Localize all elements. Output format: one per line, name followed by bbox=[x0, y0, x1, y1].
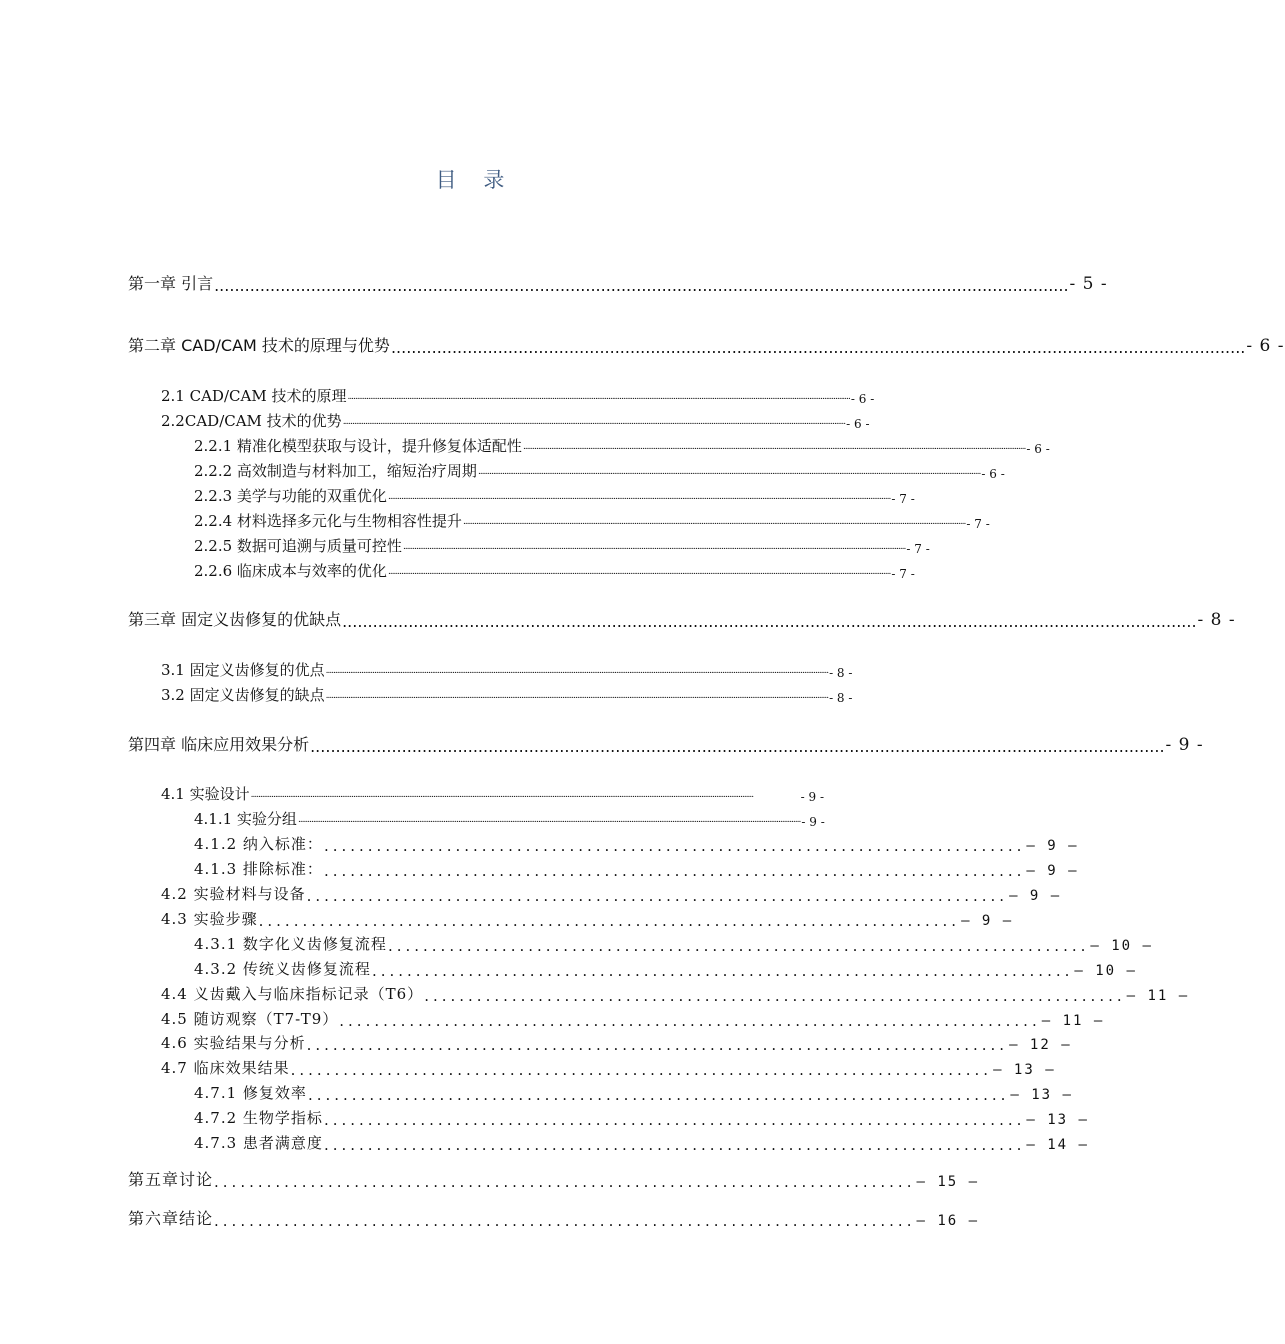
toc-entry-page: – 9 – bbox=[1009, 888, 1062, 904]
toc-leader: ................................................................................ bbox=[290, 1061, 993, 1079]
toc-entry-page: – 9 – bbox=[961, 913, 1014, 929]
toc-entry-label: 4.3.1 数字化义齿修复流程 bbox=[194, 935, 387, 953]
toc-entry[interactable] bbox=[0, 505, 990, 531]
toc-entry-label: 第一章 引言 bbox=[128, 274, 214, 293]
toc-entry[interactable] bbox=[0, 430, 1050, 456]
toc-entry-label: 2.2.6 临床成本与效率的优化 bbox=[194, 562, 387, 580]
toc-entry[interactable] bbox=[0, 1102, 1089, 1129]
toc-entry-label: 4.5 随访观察（T7-T9） bbox=[161, 1010, 339, 1028]
toc-entry[interactable] bbox=[0, 455, 1005, 481]
toc-leader: .............................................................................................................................................................................................................................................................................. bbox=[347, 392, 850, 402]
toc-entry-page: – 13 – bbox=[1010, 1087, 1073, 1103]
toc-entry-page: – 10 – bbox=[1074, 963, 1137, 979]
toc-leader: .............................................................................................................................................................................................................................................................................. bbox=[402, 542, 906, 552]
toc-entry-page: - 6 - bbox=[846, 417, 870, 431]
toc-leader: .............................................................................................................................................................................................................................................................................. bbox=[342, 417, 846, 427]
toc-entry[interactable] bbox=[0, 1203, 980, 1230]
toc-entry-label: 4.4 义齿戴入与临床指标记录（T6） bbox=[161, 985, 424, 1003]
toc-leader: ................................................................................ bbox=[214, 1212, 916, 1230]
toc-entry-label: 第三章 固定义齿修复的优缺点 bbox=[128, 610, 342, 629]
toc-leader: ................................................................................ bbox=[307, 1086, 1010, 1104]
toc-leader: .............................................................................................................................................................................................................................................................................. bbox=[522, 442, 1026, 452]
toc-entry-label: 4.7 临床效果结果 bbox=[161, 1059, 290, 1077]
toc-entry[interactable] bbox=[0, 530, 950, 556]
toc-leader: .............................................................................................................................................................................................................................................................................. bbox=[325, 666, 829, 676]
toc-entry-label: 第四章 临床应用效果分析 bbox=[128, 735, 310, 754]
toc-entry[interactable] bbox=[0, 380, 950, 406]
toc-entry[interactable] bbox=[0, 978, 1190, 1005]
toc-entry-label: 3.1 固定义齿修复的优点 bbox=[161, 661, 325, 679]
toc-entry[interactable] bbox=[0, 729, 1204, 756]
toc-entry[interactable] bbox=[0, 778, 950, 804]
toc-entry-page: – 12 – bbox=[1009, 1037, 1072, 1053]
toc-entry-label: 2.2.5 数据可追溯与质量可控性 bbox=[194, 537, 402, 555]
toc-entry-page: – 13 – bbox=[993, 1062, 1056, 1078]
page-title: 目 录 bbox=[435, 168, 515, 192]
toc-entry-label: 4.7.1 修复效率 bbox=[194, 1084, 307, 1102]
toc-entry-page: - 7 - bbox=[891, 567, 915, 581]
toc-entry-page: – 11 – bbox=[1041, 1013, 1105, 1029]
toc-entry-page: – 9 – bbox=[1026, 838, 1079, 854]
toc-entry[interactable] bbox=[0, 853, 1079, 880]
toc-entry-label: 4.7.2 生物学指标 bbox=[194, 1109, 323, 1127]
toc-entry-page: – 11 – bbox=[1126, 988, 1190, 1004]
toc-leader: .............................................................................................................................................................................................................................................................................. bbox=[477, 467, 981, 477]
toc-entry[interactable] bbox=[0, 480, 950, 506]
toc-entry[interactable] bbox=[0, 828, 1079, 855]
toc-entry-page: - 6 - bbox=[1026, 442, 1050, 456]
toc-entry[interactable] bbox=[0, 803, 950, 829]
toc-leader: ................................................................................ bbox=[323, 1136, 1026, 1154]
toc-leader: ................................................................................ bbox=[214, 1173, 916, 1191]
toc-entry-label: 4.6 实验结果与分析 bbox=[161, 1034, 306, 1052]
toc-leader: ................................................................................ bbox=[306, 887, 1009, 905]
toc-entry[interactable] bbox=[0, 928, 1153, 955]
toc-leader: ................................................................................ bbox=[323, 862, 1026, 880]
toc-leader: ........................................................................................................................................................................ bbox=[390, 338, 1246, 357]
toc-entry[interactable] bbox=[0, 679, 950, 705]
toc-entry-page: - 5 - bbox=[1069, 274, 1108, 294]
toc-entry-label: 4.1.3 排除标准： bbox=[194, 860, 323, 878]
toc-entry-label: 4.7.3 患者满意度 bbox=[194, 1134, 323, 1152]
toc-entry-label: 2.2.2 高效制造与材料加工，缩短治疗周期 bbox=[194, 462, 477, 480]
toc-entry[interactable] bbox=[0, 953, 1137, 980]
toc-leader: ........................................................................................................................................................................ bbox=[342, 612, 1197, 631]
toc-entry[interactable] bbox=[0, 1077, 1073, 1104]
toc-entry-label: 4.1.2 纳入标准： bbox=[194, 835, 323, 853]
toc-entry-label: 4.3 实验步骤 bbox=[161, 910, 258, 928]
toc-entry-page: - 8 - bbox=[1197, 610, 1236, 630]
toc-leader: .............................................................................................................................................................................................................................................................................. bbox=[250, 790, 754, 800]
toc-entry-label: 2.2.1 精准化模型获取与设计，提升修复体适配性 bbox=[194, 437, 522, 455]
toc-entry-page: - 6 - bbox=[1246, 336, 1285, 356]
toc-entry[interactable] bbox=[0, 268, 1108, 295]
toc-leader: ................................................................................ bbox=[371, 962, 1074, 980]
toc-entry-label: 2.2.3 美学与功能的双重优化 bbox=[194, 487, 387, 505]
toc-leader: .............................................................................................................................................................................................................................................................................. bbox=[297, 815, 801, 825]
toc-leader: .............................................................................................................................................................................................................................................................................. bbox=[462, 517, 966, 527]
toc-entry[interactable] bbox=[0, 405, 950, 431]
toc-entry-page: - 6 - bbox=[981, 467, 1005, 481]
toc-entry-page: - 8 - bbox=[829, 666, 853, 680]
toc-leader: ........................................................................................................................................................................ bbox=[214, 276, 1069, 295]
toc-entry-page: - 7 - bbox=[906, 542, 930, 556]
toc-entry-page: - 7 - bbox=[891, 492, 915, 506]
toc-entry[interactable] bbox=[0, 555, 950, 581]
toc-entry-page: – 10 – bbox=[1090, 938, 1153, 954]
toc-entry-page: – 13 – bbox=[1026, 1112, 1089, 1128]
toc-leader: .............................................................................................................................................................................................................................................................................. bbox=[325, 691, 829, 701]
toc-leader: ................................................................................ bbox=[323, 837, 1026, 855]
toc-entry-label: 4.1 实验设计 bbox=[161, 785, 250, 803]
toc-leader: ................................................................................ bbox=[424, 987, 1126, 1005]
toc-entry[interactable] bbox=[0, 1127, 1089, 1154]
toc-leader: ................................................................................ bbox=[387, 937, 1090, 955]
toc-entry[interactable] bbox=[0, 878, 1062, 905]
toc-entry[interactable] bbox=[0, 1003, 1105, 1030]
toc-leader: .............................................................................................................................................................................................................................................................................. bbox=[387, 567, 891, 577]
toc-leader: ........................................................................................................................................................................ bbox=[310, 737, 1165, 756]
toc-entry-label: 第五章讨论 bbox=[128, 1170, 214, 1189]
toc-leader: ................................................................................ bbox=[258, 912, 961, 930]
toc-entry-label: 2.2.4 材料选择多元化与生物相容性提升 bbox=[194, 512, 462, 530]
toc-leader: ................................................................................ bbox=[306, 1036, 1009, 1054]
toc-entry-page: – 16 – bbox=[916, 1213, 980, 1229]
toc-entry-page: - 7 - bbox=[966, 517, 990, 531]
toc-entry-page: - 9 - bbox=[801, 815, 825, 829]
toc-entry[interactable] bbox=[0, 1052, 1056, 1079]
toc-entry-page: – 15 – bbox=[916, 1174, 980, 1190]
toc-entry[interactable] bbox=[0, 654, 950, 680]
toc-entry-page: – 9 – bbox=[1026, 863, 1079, 879]
toc-entry-label: 4.3.2 传统义齿修复流程 bbox=[194, 960, 371, 978]
toc-entry-label: 3.2 固定义齿修复的缺点 bbox=[161, 686, 325, 704]
toc-entry-page: - 9 - bbox=[1165, 735, 1204, 755]
toc-entry-label: 第六章结论 bbox=[128, 1209, 214, 1228]
toc-entry[interactable] bbox=[0, 1027, 1072, 1054]
toc-entry[interactable] bbox=[0, 604, 1236, 631]
toc-entry-label: 2.2CAD/CAM 技术的优势 bbox=[161, 412, 342, 430]
toc-leader: ................................................................................ bbox=[339, 1012, 1041, 1030]
toc-entry[interactable] bbox=[0, 330, 1285, 357]
toc-entry-page: - 8 - bbox=[829, 691, 853, 705]
toc-entry-label: 第二章 CAD/CAM 技术的原理与优势 bbox=[128, 336, 390, 355]
toc-entry-label: 4.1.1 实验分组 bbox=[194, 810, 297, 828]
toc-entry-page: – 14 – bbox=[1026, 1137, 1089, 1153]
toc-leader: .............................................................................................................................................................................................................................................................................. bbox=[387, 492, 891, 502]
toc-entry[interactable] bbox=[0, 1164, 980, 1191]
toc-entry-label: 4.2 实验材料与设备 bbox=[161, 885, 306, 903]
toc-leader: ................................................................................ bbox=[323, 1111, 1026, 1129]
toc-entry-page: - 6 - bbox=[850, 392, 875, 406]
toc-entry[interactable] bbox=[0, 903, 1014, 930]
toc-entry-label: 2.1 CAD/CAM 技术的原理 bbox=[161, 387, 347, 405]
toc-entry-page: - 9 - bbox=[800, 790, 824, 804]
